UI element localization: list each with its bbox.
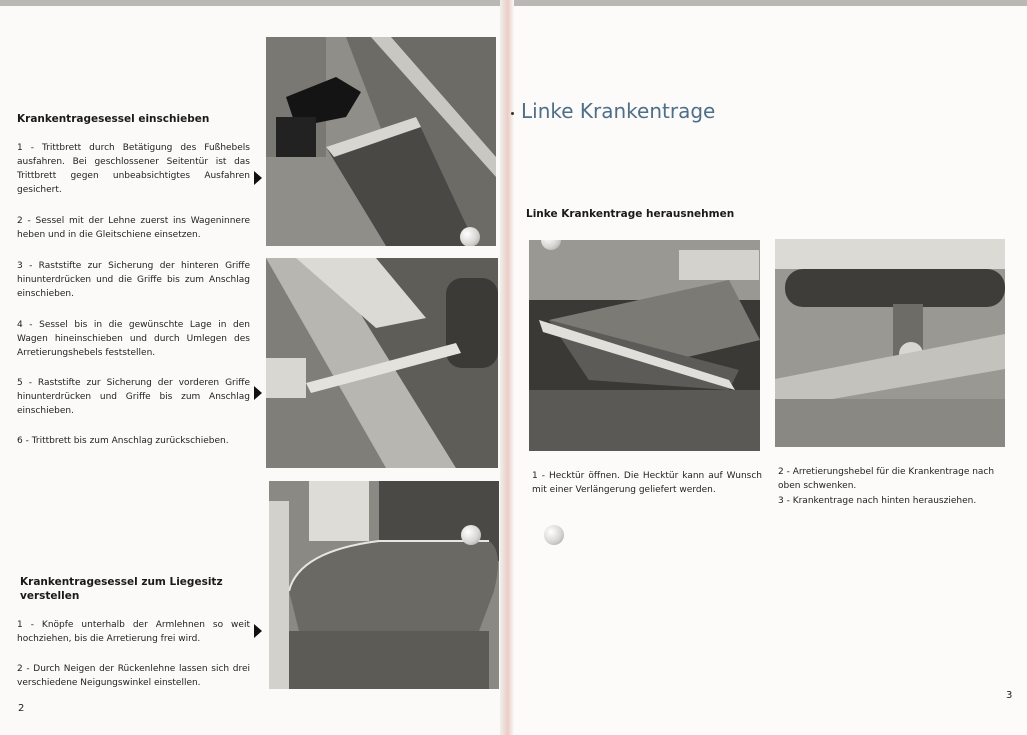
page-title: Linke Krankentrage <box>521 99 716 123</box>
page-number-left: 2 <box>18 703 25 714</box>
bullet-dot <box>511 112 514 115</box>
page-gutter <box>500 0 514 735</box>
instruction-item-4: 4 - Sessel bis in die gewünschte Lage in den Wagen hineinschieben und durch Umlegen des Arretierungshebels feststellen. <box>17 320 250 358</box>
instruction-right-1: 1 - Hecktür öffnen. Die Hecktür kann auf Wunsch mit einer Verlängerung geliefert werden. <box>532 471 762 495</box>
pointer-arrow-icon <box>254 386 262 400</box>
marker-dot-icon <box>544 525 564 545</box>
instruction-item-3: 3 - Raststifte zur Sicherung der hinteren Griffe hinunterdrücken und die Griffe bis zum Anschlag einschieben. <box>17 261 250 299</box>
instruction-item-2: 2 - Sessel mit der Lehne zuerst ins Wageninnere heben und in die Gleitschiene einsetzen. <box>17 216 250 240</box>
section-heading-line2: verstellen <box>20 590 80 602</box>
instruction-item-2b: 2 - Durch Neigen der Rückenlehne lassen sich drei verschiedene Neigungswinkel einstellen. <box>17 664 250 688</box>
instruction-item-5: 5 - Raststifte zur Sicherung der vorderen Griffe hinunterdrücken und Griffe bis zum Anschlag einschieben. <box>17 378 250 416</box>
instruction-item-1b: 1 - Knöpfe unterhalb der Armlehnen so weit hochziehen, bis die Arretierung frei wird. <box>17 620 250 644</box>
photo-seat-recline <box>269 481 499 689</box>
section-heading-herausnehmen: Linke Krankentrage herausnehmen <box>526 208 735 220</box>
photo-seat-rail <box>266 258 498 468</box>
photo-locking-lever <box>775 239 1005 447</box>
photo-step-board <box>266 37 496 246</box>
marker-dot-icon <box>461 525 481 545</box>
photo-rear-door <box>529 240 760 451</box>
instruction-right-2: 2 - Arretierungshebel für die Krankentrage nach oben schwenken. <box>778 467 995 491</box>
instruction-item-1: 1 - Trittbrett durch Betätigung des Fußhebels ausfahren. Bei geschlossener Seitentür ist das Trittbrett gegen unbeabsichtigtes Ausfahren gesichert. <box>17 143 250 195</box>
section-heading-line1: Krankentragesessel zum Liegesitz <box>20 576 223 588</box>
section-heading-einschieben: Krankentragesessel einschieben <box>17 113 210 125</box>
section-heading-liegesitz <box>20 575 250 603</box>
instruction-right-3: 3 - Krankentrage nach hinten herausziehen. <box>778 496 977 506</box>
marker-dot-icon <box>460 227 480 246</box>
instruction-item-6: 6 - Trittbrett bis zum Anschlag zurückschieben. <box>17 436 229 446</box>
page-number-right: 3 <box>1006 690 1013 701</box>
pointer-arrow-icon <box>254 624 262 638</box>
pointer-arrow-icon <box>254 171 262 185</box>
